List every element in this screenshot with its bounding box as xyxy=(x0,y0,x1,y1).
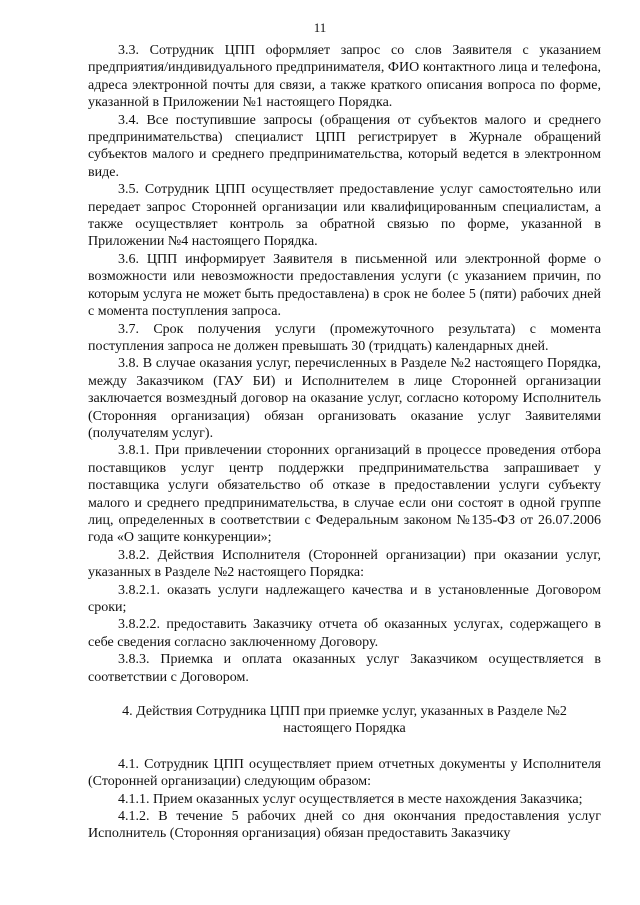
paragraph-3-4: 3.4. Все поступившие запросы (обращения от субъектов малого и среднего предпринимательства) специалист ЦПП регистрирует в Журнале обращений субъектов малого и среднего предпринимательства, который ведется в электронном виде. xyxy=(88,112,601,180)
paragraph-3-8-2-2: 3.8.2.2. предоставить Заказчику отчета об оказанных услугах, содержащего в себе сведения согласно заключенному Договору. xyxy=(88,617,601,650)
paragraph-3-7: 3.7. Срок получения услуги (промежуточного результата) с момента поступления запроса не должен превышать 30 (тридцать) календарных дней. xyxy=(88,321,601,354)
paragraph-4-1-2: 4.1.2. В течение 5 рабочих дней со дня окончания предоставления услуг Исполнитель (Сторонняя организация) обязан предоставить Заказчику xyxy=(88,809,601,842)
document-body xyxy=(88,42,601,843)
section-heading: 4. Действия Сотрудника ЦПП при приемке услуг, указанных в Разделе №2 настоящего Порядка xyxy=(122,704,567,737)
paragraph-3-3: 3.3. Сотрудник ЦПП оформляет запрос со слов Заявителя с указанием предприятия/индивидуального предпринимателя, ФИО контактного лица и телефона, адреса электронной почты для связи, а также краткого описания вопроса по форме, указанной в Приложении №1 настоящего Порядка. xyxy=(88,43,601,111)
paragraph-3-8-3: 3.8.3. Приемка и оплата оказанных услуг Заказчиком осуществляется в соответствии с Договором. xyxy=(88,652,601,685)
paragraph-3-8-2: 3.8.2. Действия Исполнителя (Сторонней организации) при оказании услуг, указанных в Разделе №2 настоящего Порядка: xyxy=(88,547,601,581)
page-number: 11 xyxy=(313,20,327,35)
paragraph-4-1-1: 4.1.1. Прием оказанных услуг осуществляется в месте нахождения Заказчика; xyxy=(118,791,583,807)
paragraph-3-8-2-1: 3.8.2.1. оказать услуги надлежащего качества и в установленные Договором сроки; xyxy=(88,582,601,615)
paragraph-3-8-1: 3.8.1. При привлечении сторонних организаций в процессе проведения отбора поставщиков услуг центр поддержки предпринимательства запрашивает у поставщика услуги обязательство об отказе в предоставлении услуги субъекту малого и среднего предпринимательства, в случае если они состоят в одной группе лиц, определенных в соответствии с Федеральным законом №135-ФЗ от 26.07.2006 года «О защите конкуренции»; xyxy=(88,443,601,546)
paragraph-3-5: 3.5. Сотрудник ЦПП осуществляет предоставление услуг самостоятельно или передает запрос Сторонней организации или квалифицированным специалистам, а также осуществляет контроль за обратной связью по форме, указанной в Приложении №4 настоящего Порядка. xyxy=(88,182,601,250)
paragraph-3-8: 3.8. В случае оказания услуг, перечисленных в Разделе №2 настоящего Порядка, между Заказчиком (ГАУ БИ) и Исполнителем в лице Сторонней организации заключается возмездный договор на оказание услуг, согласно которому Исполнитель (Сторонняя организация) обязан организовать оказание услуг Заявителями (получателям услуг). xyxy=(88,356,601,441)
paragraph-3-6: 3.6. ЦПП информирует Заявителя в письменной или электронной форме о возможности или невозможности предоставления услуги (с указанием причин, по которым услуга не может быть предоставлена) в срок не более 5 (пяти) рабочих дней с момента поступления запроса. xyxy=(88,251,601,320)
paragraph-4-1: 4.1. Сотрудник ЦПП осуществляет прием отчетных документы у Исполнителя (Сторонней организации) следующим образом: xyxy=(88,756,601,790)
